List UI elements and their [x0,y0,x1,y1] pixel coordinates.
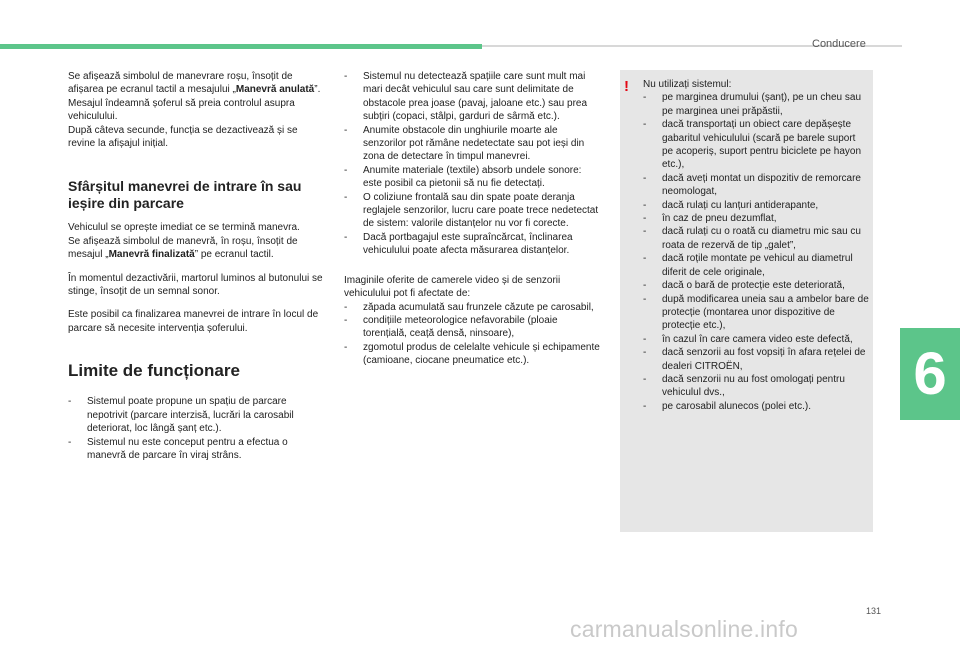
list-item: - dacă aveți montat un dispozitiv de remorcare neomologat, [643,172,861,198]
section-title: Conducere [812,38,866,50]
watermark: carmanualsonline.info [570,616,798,642]
list-item: - Sistemul nu este conceput pentru a efectua o manevră de parcare în viraj strâns. [68,436,288,461]
paragraph-deactivation: În momentul dezactivării, martorul luminos al butonului se stinge, însoțit de un semnal sonor. [68,272,323,298]
list-item: - în caz de pneu dezumflat, [643,213,777,225]
header-accent-bar [0,44,482,49]
paragraph-driver-intervention: Este posibil ca finalizarea manevrei de intrare în locul de parcare să necesite intervenția șoferului. [68,309,319,334]
list-item: - dacă roțile montate pe vehicul au diametrul diferit de cele originale, [643,253,853,278]
list-item: - dacă rulați cu o roată cu diametru mic sau cu roata de rezervă de tip „galet”, [643,226,861,251]
warning-list [643,91,869,413]
limits-list [68,395,326,462]
list-item: - zăpada acumulată sau frunzele căzute pe carosabil, [344,301,594,313]
list-item: - Anumite obstacole din unghiurile moarte ale senzorilor pot rămâne nedetectate sau pot ieși din zona de detectare în timpul manevrei. [344,124,585,163]
list-item: - dacă senzorii nu au fost omologați pentru vehiculul dvs., [643,373,845,399]
heading-end-manoeuvre: Sfârșitul manevrei de intrare în sau ieșire din parcare [68,178,302,211]
chapter-number: 6 [913,340,947,407]
list-item: - pe marginea drumului (șanț), pe un cheu sau pe marginea unei prăpăstii, [643,92,862,117]
list-item: - zgomotul produs de celelalte vehicule și echipamente (camioane, ciocane pneumatice etc.). [344,341,600,367]
list-item: - în cazul în care camera video este defectă, [643,333,853,345]
detection-limits-list [344,70,602,258]
camera-limits-list [344,301,602,368]
list-item: - Sistemul poate propune un spațiu de parcare nepotrivit (parcare interzisă, lucrări la carosabil deteriorat, loc lângă șanț etc.). [68,396,294,435]
page-number: 131 [866,606,882,616]
message-cancelled: Manevră anulată [235,84,315,96]
paragraph-camera-intro: Imaginile oferite de camerele video și de senzorii vehiculului pot fi afectate de: [344,274,561,300]
paragraph-cancelled: Se afișează simbolul de manevrare roșu, însoțit de afișarea pe ecranul tactil a mesajului „Manevră anulată”. Mesajul îndeamnă șoferul să preia controlul asupra vehiculului. După câteva secunde, funcția se dezactivează și se revine la afișajul inițial. [68,71,321,150]
message-finished: Manevră finalizată [108,249,195,261]
list-item: - Sistemul nu detectează spațiile care sunt mult mai mari decât vehiculul sau care sunt delimitate de obstacole prea joase (pavaj, jaloane etc.) sau prea subțiri (copaci, stâlpi, garduri de sârmă etc.). [344,71,588,123]
list-item: - O coliziune frontală sau din spate poate deranja reglajele senzorilor, lucru care poate trece nedetectat de sistem: valorile distanțelor nu vor fi corecte. [344,191,599,230]
list-item: - dacă transportați un obiect care depășește gabaritul vehiculului (scară pe barele suport pe acoperiș, suport pentru biciclete pe hayon etc.), [643,119,862,171]
list-item: - condițiile meteorologice nefavorabile (ploaie torențială, ceață densă, ninsoare), [344,314,558,340]
list-item: - după modificarea uneia sau a ambelor bare de protecție (montarea unor dispozitive de protecție etc.), [643,293,869,332]
paragraph-finished: Vehiculul se oprește imediat ce se termină manevra. Se afișează simbolul de manevră, în roșu, însoțit de mesajul „Manevră finalizată” pe ecranul tactil. [68,222,300,261]
list-item: - dacă o bară de protecție este deteriorată, [643,280,845,292]
exclamation-warning-icon: ! [624,78,629,95]
list-item: - dacă senzorii au fost vopsiți în afara rețelei de dealeri CITROËN, [643,347,866,372]
warning-intro: Nu utilizați sistemul: [643,79,732,90]
column-left [68,70,326,462]
list-item: - Anumite materiale (textile) absorb undele sonore: este posibil ca pietonii să nu fie detectați. [344,164,582,190]
heading-operating-limits: Limite de funcționare [68,361,240,381]
column-middle [344,70,602,368]
list-item: - dacă rulați cu lanțuri antiderapante, [643,199,819,211]
list-item: - Dacă portbagajul este supraîncărcat, înclinarea vehiculului poate afecta măsurarea distanțelor. [344,231,573,257]
list-item: - pe carosabil alunecos (polei etc.). [643,400,811,412]
warning-content [643,78,869,413]
chapter-tab [900,328,960,420]
